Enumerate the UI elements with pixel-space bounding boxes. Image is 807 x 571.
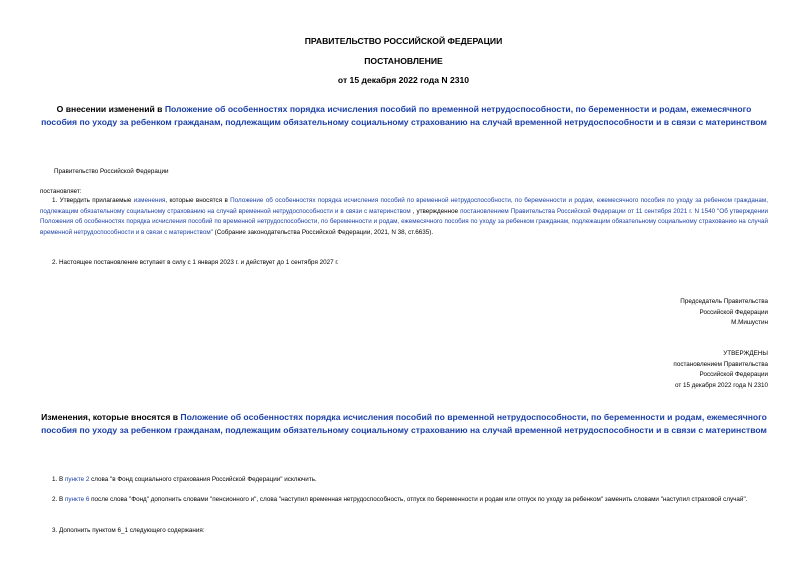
- org-heading: ПРАВИТЕЛЬСТВО РОССИЙСКОЙ ФЕДЕРАЦИИ: [304, 36, 503, 46]
- change-1-text-1: 1. В: [52, 476, 65, 483]
- title-link[interactable]: Положение об особенностях порядка исчисления пособий по временной нетрудоспособности, по беременности и родам, ежемесячного пособия по уходу за ребенком гражданам, подлежащим обязательному социальному страхованию на случай временной нетрудоспособности и в связи с материнством: [41, 104, 767, 127]
- signature-line-3: М.Мишустин: [731, 319, 768, 327]
- item-1-link-changes[interactable]: изменения: [133, 197, 166, 204]
- approved-line-3: Российской Федерации: [699, 371, 768, 379]
- change-2-paragraph: [40, 495, 768, 506]
- signature-line-2: Российской Федерации: [699, 308, 768, 316]
- item-1-link-resolution[interactable]: постановлением Правительства Российской Федерации от 11 сентября 2021 г. N 1540 "Об утверждении Положения об особенностях порядка исчисления пособий по временной нетрудоспособности, по беременности и родам, ежемесячного пособия по уходу за ребенком гражданам, подлежащим обязательному социальному страхованию на случай временной нетрудоспособности и в связи с материнством": [40, 207, 768, 236]
- change-2-text-2: после слова "Фонд" дополнить словами "пенсионного и", слова "наступил временная нетрудоспособность, отпуск по беременности и родам или отпуск по уходу за ребенком" заменить словами "наступил страховой случай".: [89, 496, 748, 503]
- change-1-text-2: слова "в Фонд социального страхования Российской Федерации" исключить.: [89, 476, 317, 483]
- item-1-paragraph: [40, 196, 768, 238]
- changes-title-prefix: Изменения, которые вносятся в: [41, 412, 181, 422]
- signature-line-1: Председатель Правительства: [680, 298, 768, 305]
- item-1-text-2: , которые вносятся в: [165, 197, 231, 204]
- item-1-text-3: , утвержденное: [410, 207, 461, 215]
- changes-title-link[interactable]: Положение об особенностях порядка исчисления пособий по временной нетрудоспособности, по беременности и родам, ежемесячного пособия по уходу за ребенком гражданам, подлежащим обязательному социальному страхованию на случай временной нетрудоспособности и в связи с материнством: [41, 412, 767, 435]
- signature-block: [520, 297, 768, 329]
- approved-line-4: от 15 декабря 2022 года N 2310: [674, 381, 768, 389]
- change-3-paragraph: 3. Дополнить пунктом 6_1 следующего содержания:: [52, 527, 205, 534]
- doc-type-heading: ПОСТАНОВЛЕНИЕ: [364, 56, 443, 66]
- change-1-paragraph: [52, 475, 317, 486]
- government-line: Правительство Российской Федерации: [54, 168, 169, 175]
- title-prefix: О внесении изменений в: [56, 104, 165, 114]
- item-1-text-4: (Собрание законодательства Российской Федерации, 2021, N 38, ст.6635).: [212, 228, 434, 236]
- item-1-link-regulation[interactable]: Положение об особенностях порядка исчисления пособий по временной нетрудоспособности, по беременности и родам, ежемесячного пособия по уходу за ребенком гражданам, подлежащим обязательному социальному страхованию на случай временной нетрудоспособности и в связи с материнством: [40, 197, 768, 215]
- approved-block: [520, 349, 768, 391]
- approved-line-1: УТВЕРЖДЕНЫ: [723, 350, 768, 357]
- document-title: [40, 103, 768, 128]
- item-2-paragraph: 2. Настоящее постановление вступает в силу с 1 января 2023 г. и действует до 1 сентября 2027 г.: [52, 259, 339, 266]
- item-1-text-1: 1. Утвердить прилагаемые: [52, 197, 134, 204]
- date-number-heading: от 15 декабря 2022 года N 2310: [337, 75, 470, 85]
- approved-line-2: постановлением Правительства: [673, 360, 768, 368]
- changes-title: [40, 411, 768, 436]
- decrees-line: постановляет:: [40, 188, 82, 195]
- change-2-text-1: 2. В: [52, 496, 65, 503]
- change-2-link[interactable]: пункте 6: [64, 496, 90, 503]
- change-1-link[interactable]: пункте 2: [64, 476, 90, 483]
